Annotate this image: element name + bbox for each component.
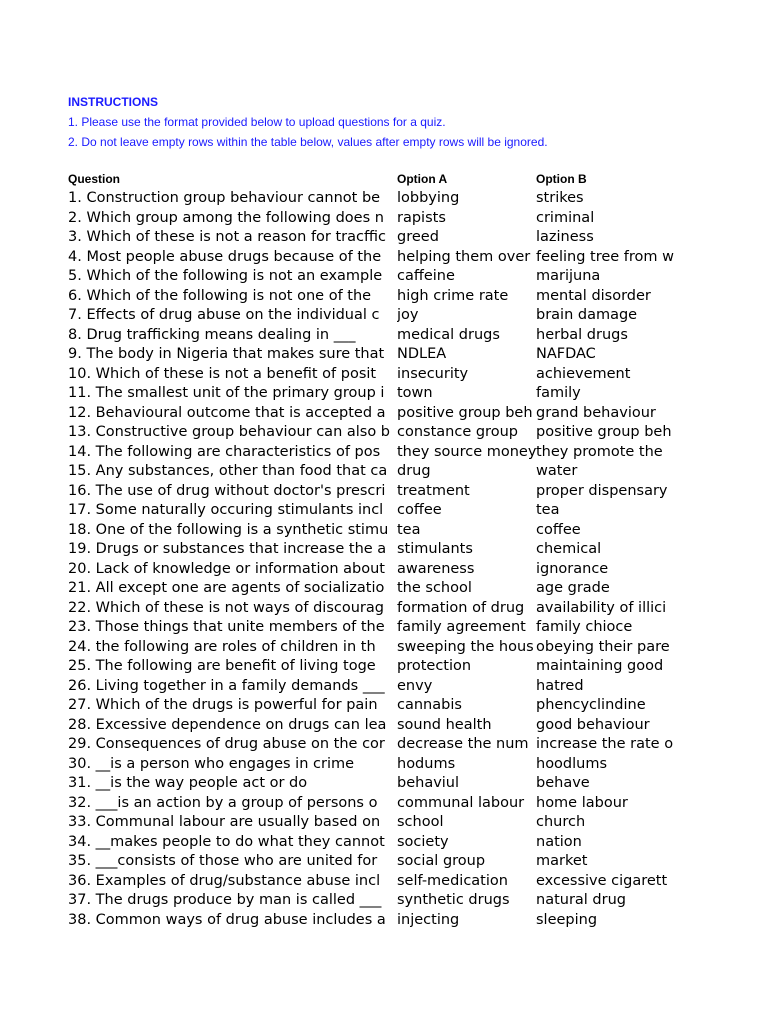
option-a-cell: formation of drug [397, 599, 525, 616]
option-a-cell: caffeine [397, 268, 455, 284]
question-cell: 20. Lack of knowledge or information about [68, 560, 385, 577]
question-cell: 28. Excessive dependence on drugs can lea [68, 716, 387, 733]
question-cell: 18. One of the following is a synthetic stimu [68, 521, 389, 538]
table-row [68, 813, 676, 833]
option-b-cell: laziness [536, 229, 594, 245]
option-a-cell: drug [397, 463, 431, 479]
question-cell: 6. Which of the following is not one of the [68, 287, 372, 304]
question-cell: 19. Drugs or substances that increase the a [68, 541, 387, 557]
table-row [68, 911, 676, 931]
question-cell: 22. Which of these is not ways of discourag [68, 599, 384, 616]
question-cell: 27. Which of the drugs is powerful for pain [68, 697, 378, 713]
question-cell: 17. Some naturally occuring stimulants incl [68, 502, 384, 518]
option-b-cell: nation [536, 833, 582, 850]
table-row [68, 462, 676, 482]
table-row [68, 735, 676, 755]
option-b-cell: increase the rate o [536, 736, 674, 752]
question-cell: 15. Any substances, other than food that ca [68, 463, 388, 479]
option-a-cell: stimulants [397, 541, 473, 557]
question-cell: 7. Effects of drug abuse on the individual c [68, 307, 380, 323]
table-row [68, 852, 676, 872]
table-row [68, 521, 676, 541]
option-a-cell: treatment [397, 482, 470, 499]
option-a-cell: they source money [397, 443, 536, 460]
option-b-cell: market [536, 853, 588, 869]
option-b-cell: NAFDAC [536, 346, 596, 362]
question-cell: 31. __is the way people act or do [68, 775, 308, 791]
option-a-cell: town [397, 385, 433, 401]
option-b-cell: grand behaviour [536, 404, 656, 421]
table-row [68, 618, 676, 638]
question-cell: 36. Examples of drug/substance abuse incl [68, 872, 381, 889]
table-row [68, 306, 676, 326]
table-row [68, 345, 676, 365]
question-cell: 25. The following are benefit of living toge [68, 658, 376, 674]
table-row [68, 891, 676, 911]
option-a-cell: medical drugs [397, 326, 500, 343]
option-b-cell: natural drug [536, 892, 626, 908]
option-a-cell: self-medication [397, 872, 508, 889]
table-row [68, 794, 676, 814]
table-row [68, 482, 676, 502]
instruction-line-2: 2. Do not leave empty rows within the table below, values after empty rows will be ignored. [68, 135, 548, 149]
option-a-cell: social group [397, 853, 486, 869]
option-b-cell: brain damage [536, 307, 638, 323]
table-row [68, 872, 676, 892]
option-b-cell: excessive cigarett [536, 872, 668, 889]
option-a-cell: decrease the num [397, 736, 529, 752]
column-header-option-a: Option A [397, 172, 448, 186]
option-a-cell: awareness [397, 560, 475, 577]
option-a-cell: positive group beh [397, 404, 533, 421]
question-cell: 34. __makes people to do what they cannot [68, 833, 385, 850]
option-b-cell: home labour [536, 794, 628, 811]
instruction-line-1: 1. Please use the format provided below to upload questions for a quiz. [68, 115, 446, 129]
table-row [68, 384, 676, 404]
question-cell: 4. Most people abuse drugs because of the [68, 248, 382, 265]
table-row [68, 833, 676, 853]
instructions-heading: INSTRUCTIONS [68, 95, 158, 109]
table-row [68, 443, 676, 463]
question-cell: 13. Constructive group behaviour can also b [68, 424, 391, 440]
option-a-cell: school [397, 814, 444, 830]
option-a-cell: behaviul [397, 775, 460, 791]
option-a-cell: hodums [397, 755, 456, 772]
table-row [68, 677, 676, 697]
table-row [68, 501, 676, 521]
option-b-cell: hatred [536, 677, 584, 694]
option-a-cell: high crime rate [397, 287, 509, 304]
option-b-cell: good behaviour [536, 716, 650, 733]
question-cell: 3. Which of these is not a reason for tracffic [68, 229, 386, 245]
table-row [68, 716, 676, 736]
option-b-cell: sleeping [536, 911, 598, 928]
table-row [68, 423, 676, 443]
question-cell: 9. The body in Nigeria that makes sure that [68, 346, 385, 362]
option-b-cell: proper dispensary [536, 482, 668, 499]
table-row [68, 696, 676, 716]
option-a-cell: greed [397, 229, 439, 245]
option-a-cell: injecting [397, 911, 460, 928]
option-b-cell: availability of illici [536, 599, 667, 616]
option-b-cell: chemical [536, 541, 602, 557]
question-cell: 30. __is a person who engages in crime [68, 755, 355, 772]
option-b-cell: phencyclindine [536, 697, 646, 713]
option-a-cell: tea [397, 521, 421, 538]
option-a-cell: NDLEA [397, 346, 447, 362]
option-b-cell: hoodlums [536, 755, 608, 772]
question-cell: 35. ___consists of those who are united for [68, 853, 378, 869]
option-b-cell: feeling tree from w [536, 248, 674, 265]
option-a-cell: lobbying [397, 190, 460, 206]
column-header-question: Question [68, 172, 121, 186]
option-a-cell: sound health [397, 716, 492, 733]
table-row [68, 579, 676, 599]
question-cell: 2. Which group among the following does n [68, 209, 384, 226]
question-cell: 33. Communal labour are usually based on [68, 814, 381, 830]
question-cell: 37. The drugs produce by man is called ___ [68, 892, 382, 908]
table-row [68, 326, 676, 346]
question-cell: 24. the following are roles of children in th [68, 638, 376, 655]
question-cell: 21. All except one are agents of socializatio [68, 580, 385, 596]
question-cell: 38. Common ways of drug abuse includes a [68, 911, 386, 928]
option-b-cell: behave [536, 775, 590, 791]
question-cell: 23. Those things that unite members of the [68, 619, 385, 635]
option-a-cell: sweeping the hous [397, 638, 534, 655]
table-row [68, 774, 676, 794]
table-row [68, 560, 676, 580]
question-cell: 29. Consequences of drug abuse on the cor [68, 736, 385, 752]
table-row [68, 404, 676, 424]
option-b-cell: mental disorder [536, 287, 651, 304]
option-b-cell: coffee [536, 521, 581, 538]
option-a-cell: helping them over [397, 248, 531, 265]
table-row [68, 248, 676, 268]
question-cell: 32. ___is an action by a group of persons o [68, 794, 378, 811]
table-row [68, 657, 676, 677]
question-cell: 5. Which of the following is not an example [68, 268, 383, 284]
option-b-cell: maintaining good [536, 658, 664, 674]
option-a-cell: constance group [397, 424, 518, 440]
option-b-cell: obeying their pare [536, 638, 670, 655]
table-row [68, 365, 676, 385]
instructions-block [68, 94, 708, 154]
question-table [68, 189, 676, 930]
option-a-cell: protection [397, 658, 472, 674]
option-b-cell: strikes [536, 190, 584, 206]
question-cell: 12. Behavioural outcome that is accepted a [68, 404, 386, 421]
option-b-cell: positive group beh [536, 424, 672, 440]
table-row [68, 267, 676, 287]
option-a-cell: rapists [397, 209, 446, 226]
option-b-cell: family chioce [536, 619, 633, 635]
option-b-cell: herbal drugs [536, 326, 628, 343]
option-a-cell: society [397, 833, 449, 850]
option-b-cell: age grade [536, 580, 610, 596]
question-cell: 14. The following are characteristics of pos [68, 443, 381, 460]
option-b-cell: criminal [536, 209, 595, 226]
option-b-cell: tea [536, 502, 560, 518]
table-row [68, 755, 676, 775]
option-b-cell: achievement [536, 365, 631, 382]
option-a-cell: coffee [397, 502, 442, 518]
option-a-cell: communal labour [397, 794, 525, 811]
table-row [68, 638, 676, 658]
option-b-cell: family [536, 385, 581, 401]
option-a-cell: synthetic drugs [397, 892, 510, 908]
question-cell: 10. Which of these is not a benefit of posit [68, 365, 377, 382]
option-a-cell: cannabis [397, 697, 462, 713]
table-row [68, 189, 676, 209]
option-b-cell: church [536, 814, 586, 830]
option-a-cell: envy [397, 677, 433, 694]
option-b-cell: marijuna [536, 268, 601, 284]
table-row [68, 599, 676, 619]
column-header-option-b: Option B [536, 172, 587, 186]
table-row [68, 287, 676, 307]
table-row [68, 228, 676, 248]
table-row [68, 209, 676, 229]
question-cell: 1. Construction group behaviour cannot be [68, 190, 381, 206]
option-a-cell: insecurity [397, 365, 469, 382]
question-cell: 8. Drug trafficking means dealing in ___ [68, 326, 356, 343]
question-cell: 16. The use of drug without doctor's prescri [68, 482, 386, 499]
option-a-cell: family agreement [397, 619, 526, 635]
question-cell: 11. The smallest unit of the primary group i [68, 385, 385, 401]
table-row [68, 540, 676, 560]
option-a-cell: joy [397, 307, 419, 323]
question-cell: 26. Living together in a family demands ___ [68, 677, 385, 694]
option-a-cell: the school [397, 580, 472, 596]
option-b-cell: water [536, 463, 578, 479]
option-b-cell: ignorance [536, 560, 609, 577]
option-b-cell: they promote the [536, 443, 663, 460]
